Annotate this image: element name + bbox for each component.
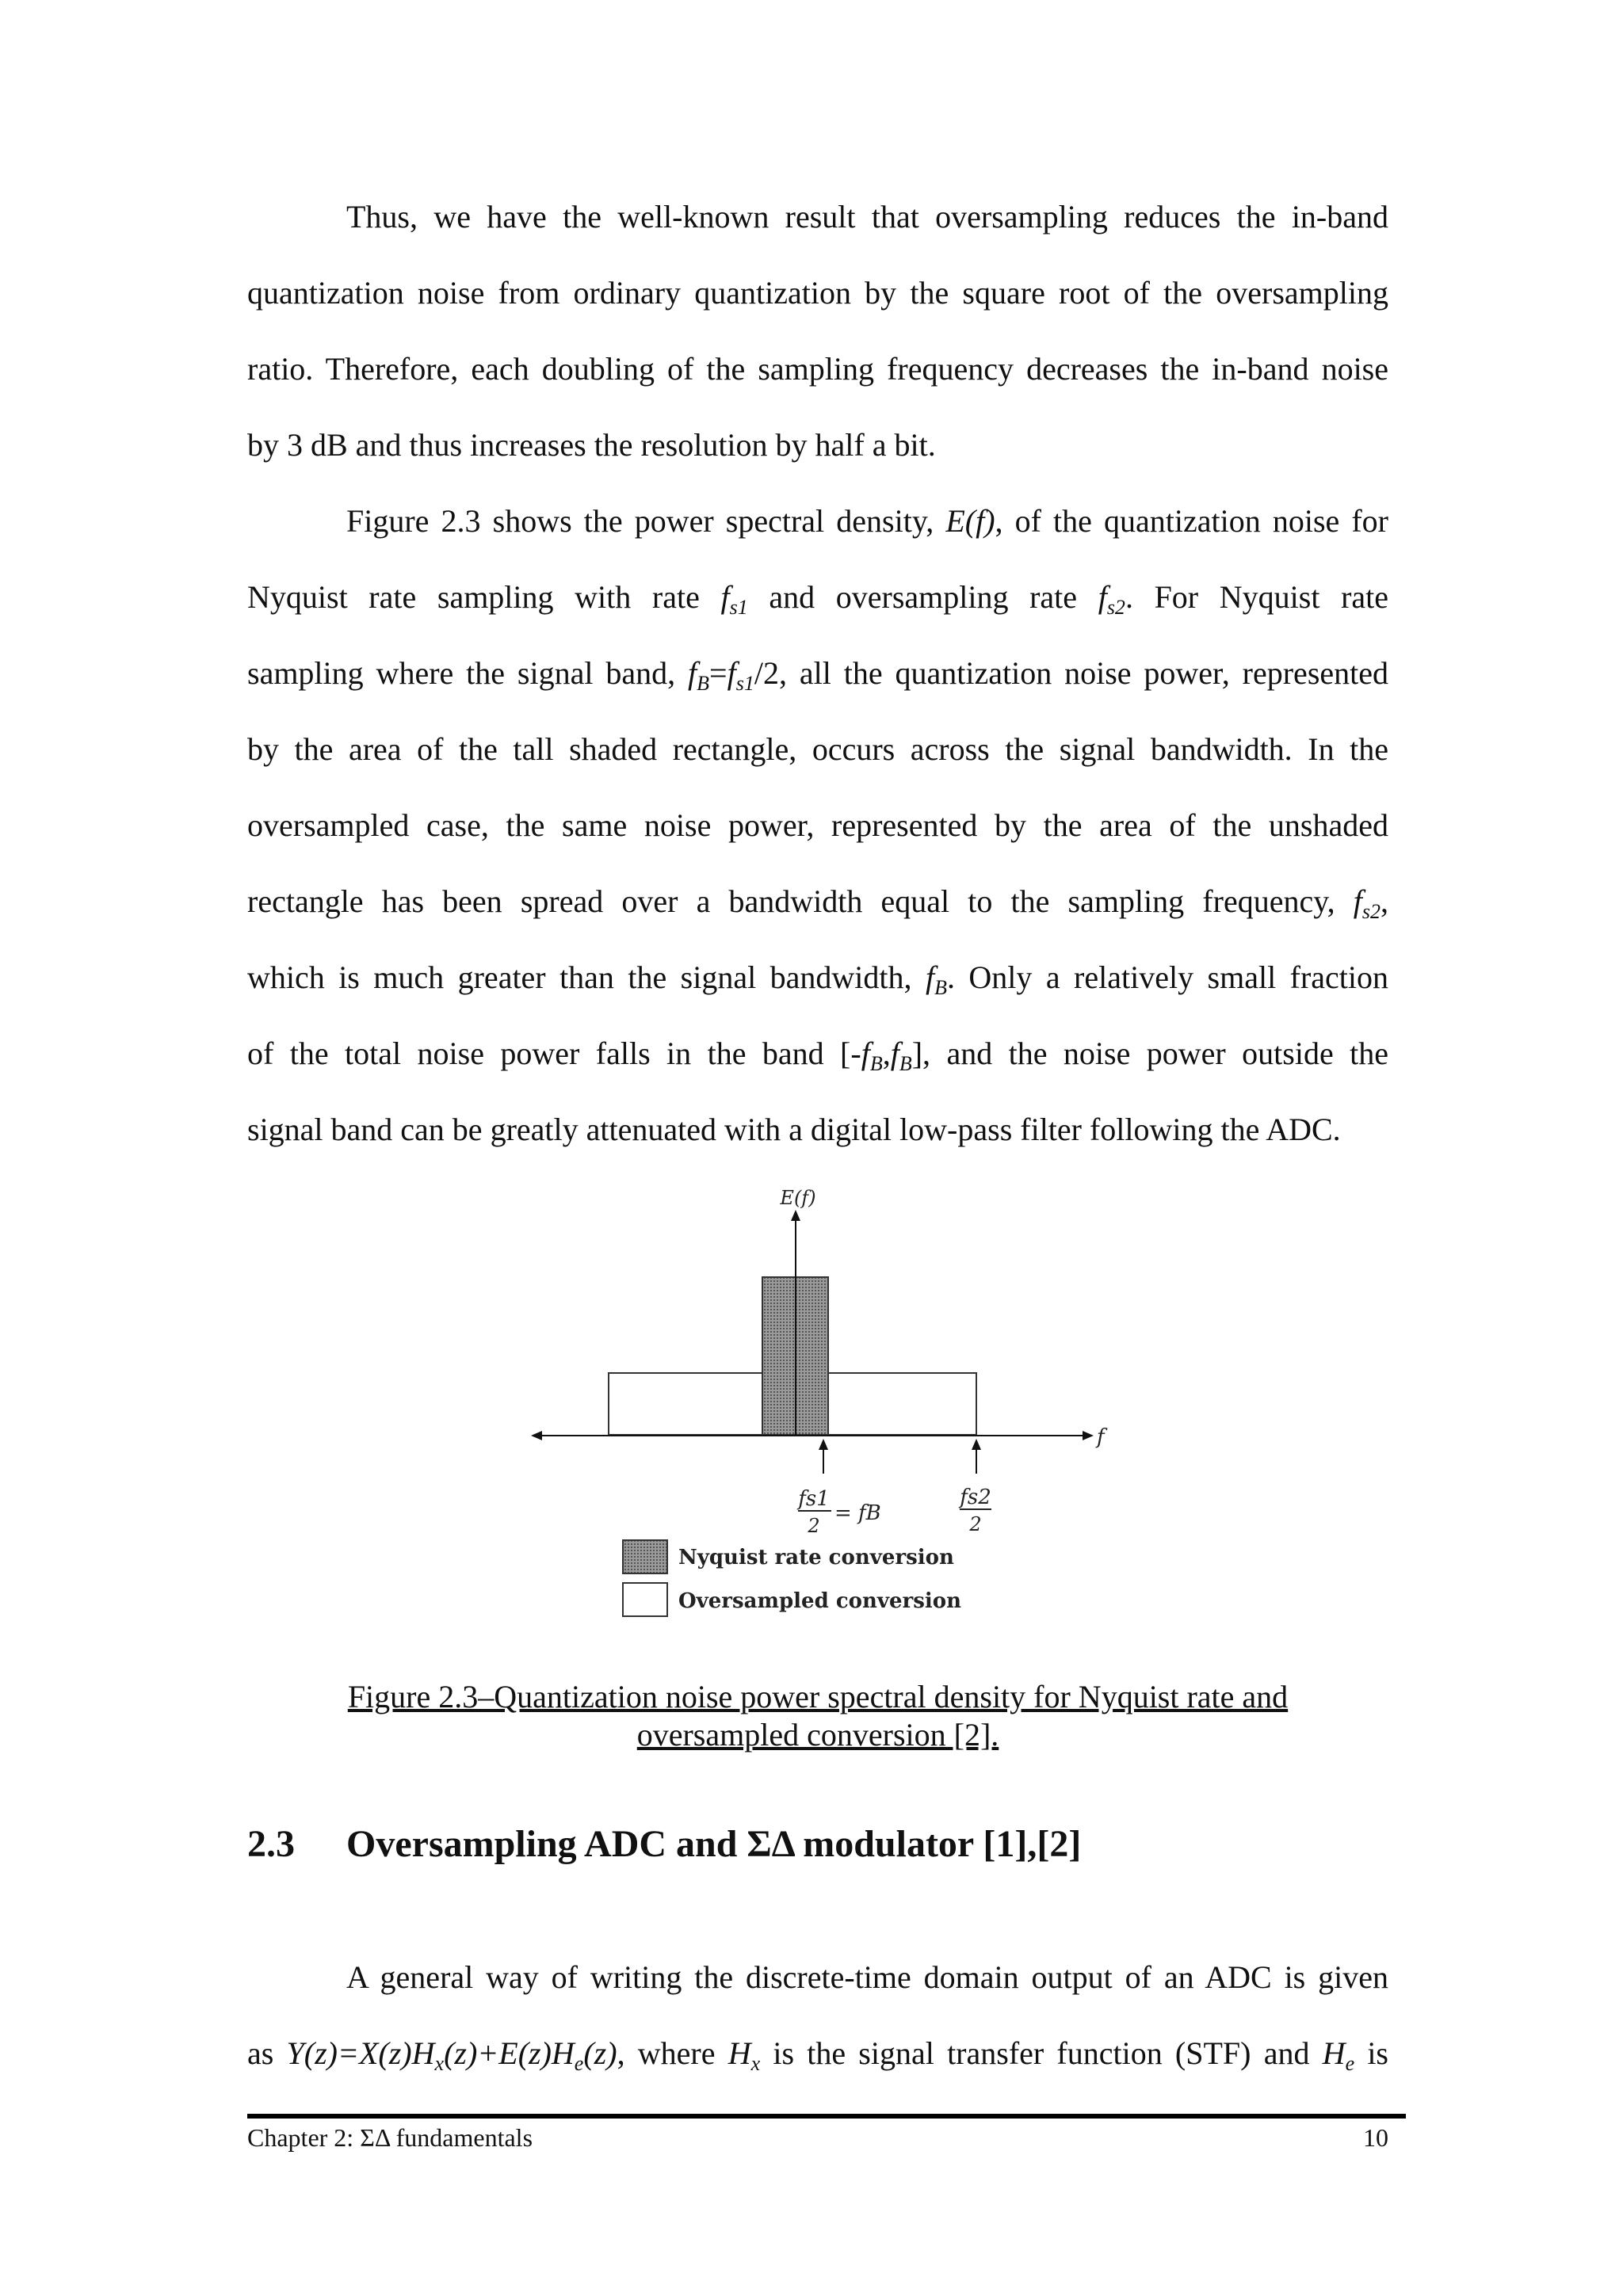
tick-fs1-arrowhead bbox=[819, 1439, 828, 1450]
section-title: Oversampling ADC and ΣΔ modulator [1],[2] bbox=[346, 1823, 1082, 1865]
section-number: 2.3 bbox=[247, 1823, 295, 1865]
footer-page-number: 10 bbox=[1363, 2123, 1388, 2152]
tick-fs2-denominator: 2 bbox=[969, 1513, 982, 1535]
text-line: which is much greater than the signal bandwidth, $f_B$. Only a relatively small fraction bbox=[247, 959, 1388, 999]
text-line: Thus, we have the well-known result that oversampling reduces the in-band bbox=[346, 199, 1388, 235]
tick-fs1-numerator: fs1 bbox=[798, 1487, 830, 1511]
text-line: by the area of the tall shaded rectangle, occurs across the signal bandwidth. In the bbox=[247, 731, 1388, 767]
text-line: signal band can be greatly attenuated with a digital low-pass filter following the ADC. bbox=[247, 1112, 1341, 1147]
text-line: Nyquist rate sampling with rate $f_{s1}$ and oversampling rate $f_{s2}$. For Nyquist rate bbox=[247, 579, 1389, 619]
tick-fs1-denominator: 2 bbox=[808, 1515, 820, 1537]
legend-label-nyquist: Nyquist rate conversion bbox=[678, 1546, 954, 1569]
x-axis-label: f bbox=[1097, 1425, 1105, 1449]
tick-fs2-numerator: fs2 bbox=[960, 1486, 991, 1509]
figure-caption bbox=[247, 1678, 1388, 1754]
text-line: A general way of writing the discrete-time domain output of an ADC is given bbox=[346, 1959, 1388, 1995]
section-heading bbox=[247, 1822, 1081, 1866]
paragraph-adc-output bbox=[247, 1939, 1388, 2092]
tick-fs2-arrowhead bbox=[972, 1439, 981, 1450]
text-line: rectangle has been spread over a bandwidth equal to the sampling frequency, $f_{s2}$, bbox=[247, 883, 1388, 923]
text-line: quantization noise from ordinary quantization by the square root of the oversampling bbox=[247, 275, 1388, 311]
caption-line: oversampled conversion [2]. bbox=[636, 1717, 999, 1753]
legend-label-oversampled: Oversampled conversion bbox=[678, 1589, 962, 1613]
axis-arrow-up bbox=[791, 1210, 800, 1221]
text-line: as $Y(z)=X(z)H_x(z)+E(z)H_e(z)$, where $H_x$ is the signal transfer function (STF) and $H_e$ is bbox=[247, 2035, 1388, 2075]
text-line: oversampled case, the same noise power, represented by the area of the unshaded bbox=[247, 807, 1388, 843]
caption-line: Figure 2.3–Quantization noise power spectral density for Nyquist rate and bbox=[347, 1679, 1289, 1714]
text-line: of the total noise power falls in the band $[-f_B,f_B]$, and the noise power outside the bbox=[247, 1035, 1389, 1075]
y-axis-label: E(f) bbox=[780, 1187, 816, 1209]
axis-arrow-left bbox=[531, 1431, 542, 1440]
text-line: by 3 dB and thus increases the resolution by half a bit. bbox=[247, 427, 936, 463]
text-line: sampling where the signal band, $f_B=f_{s1}/2$, all the quantization noise power, represented bbox=[247, 655, 1389, 695]
footer-rule bbox=[247, 2114, 1406, 2119]
text-line: ratio. Therefore, each doubling of the sampling frequency decreases the in-band noise bbox=[247, 351, 1388, 387]
tick-fs1-equals-fb: = fB bbox=[834, 1501, 881, 1525]
legend-swatch-nyquist bbox=[623, 1540, 667, 1573]
legend-swatch-oversampled bbox=[623, 1583, 667, 1616]
axis-arrow-right bbox=[1083, 1431, 1094, 1440]
text-line: Figure 2.3 shows the power spectral density, E(f), of the quantization noise for bbox=[346, 503, 1388, 539]
footer-chapter: Chapter 2: ΣΔ fundamentals bbox=[247, 2123, 533, 2152]
